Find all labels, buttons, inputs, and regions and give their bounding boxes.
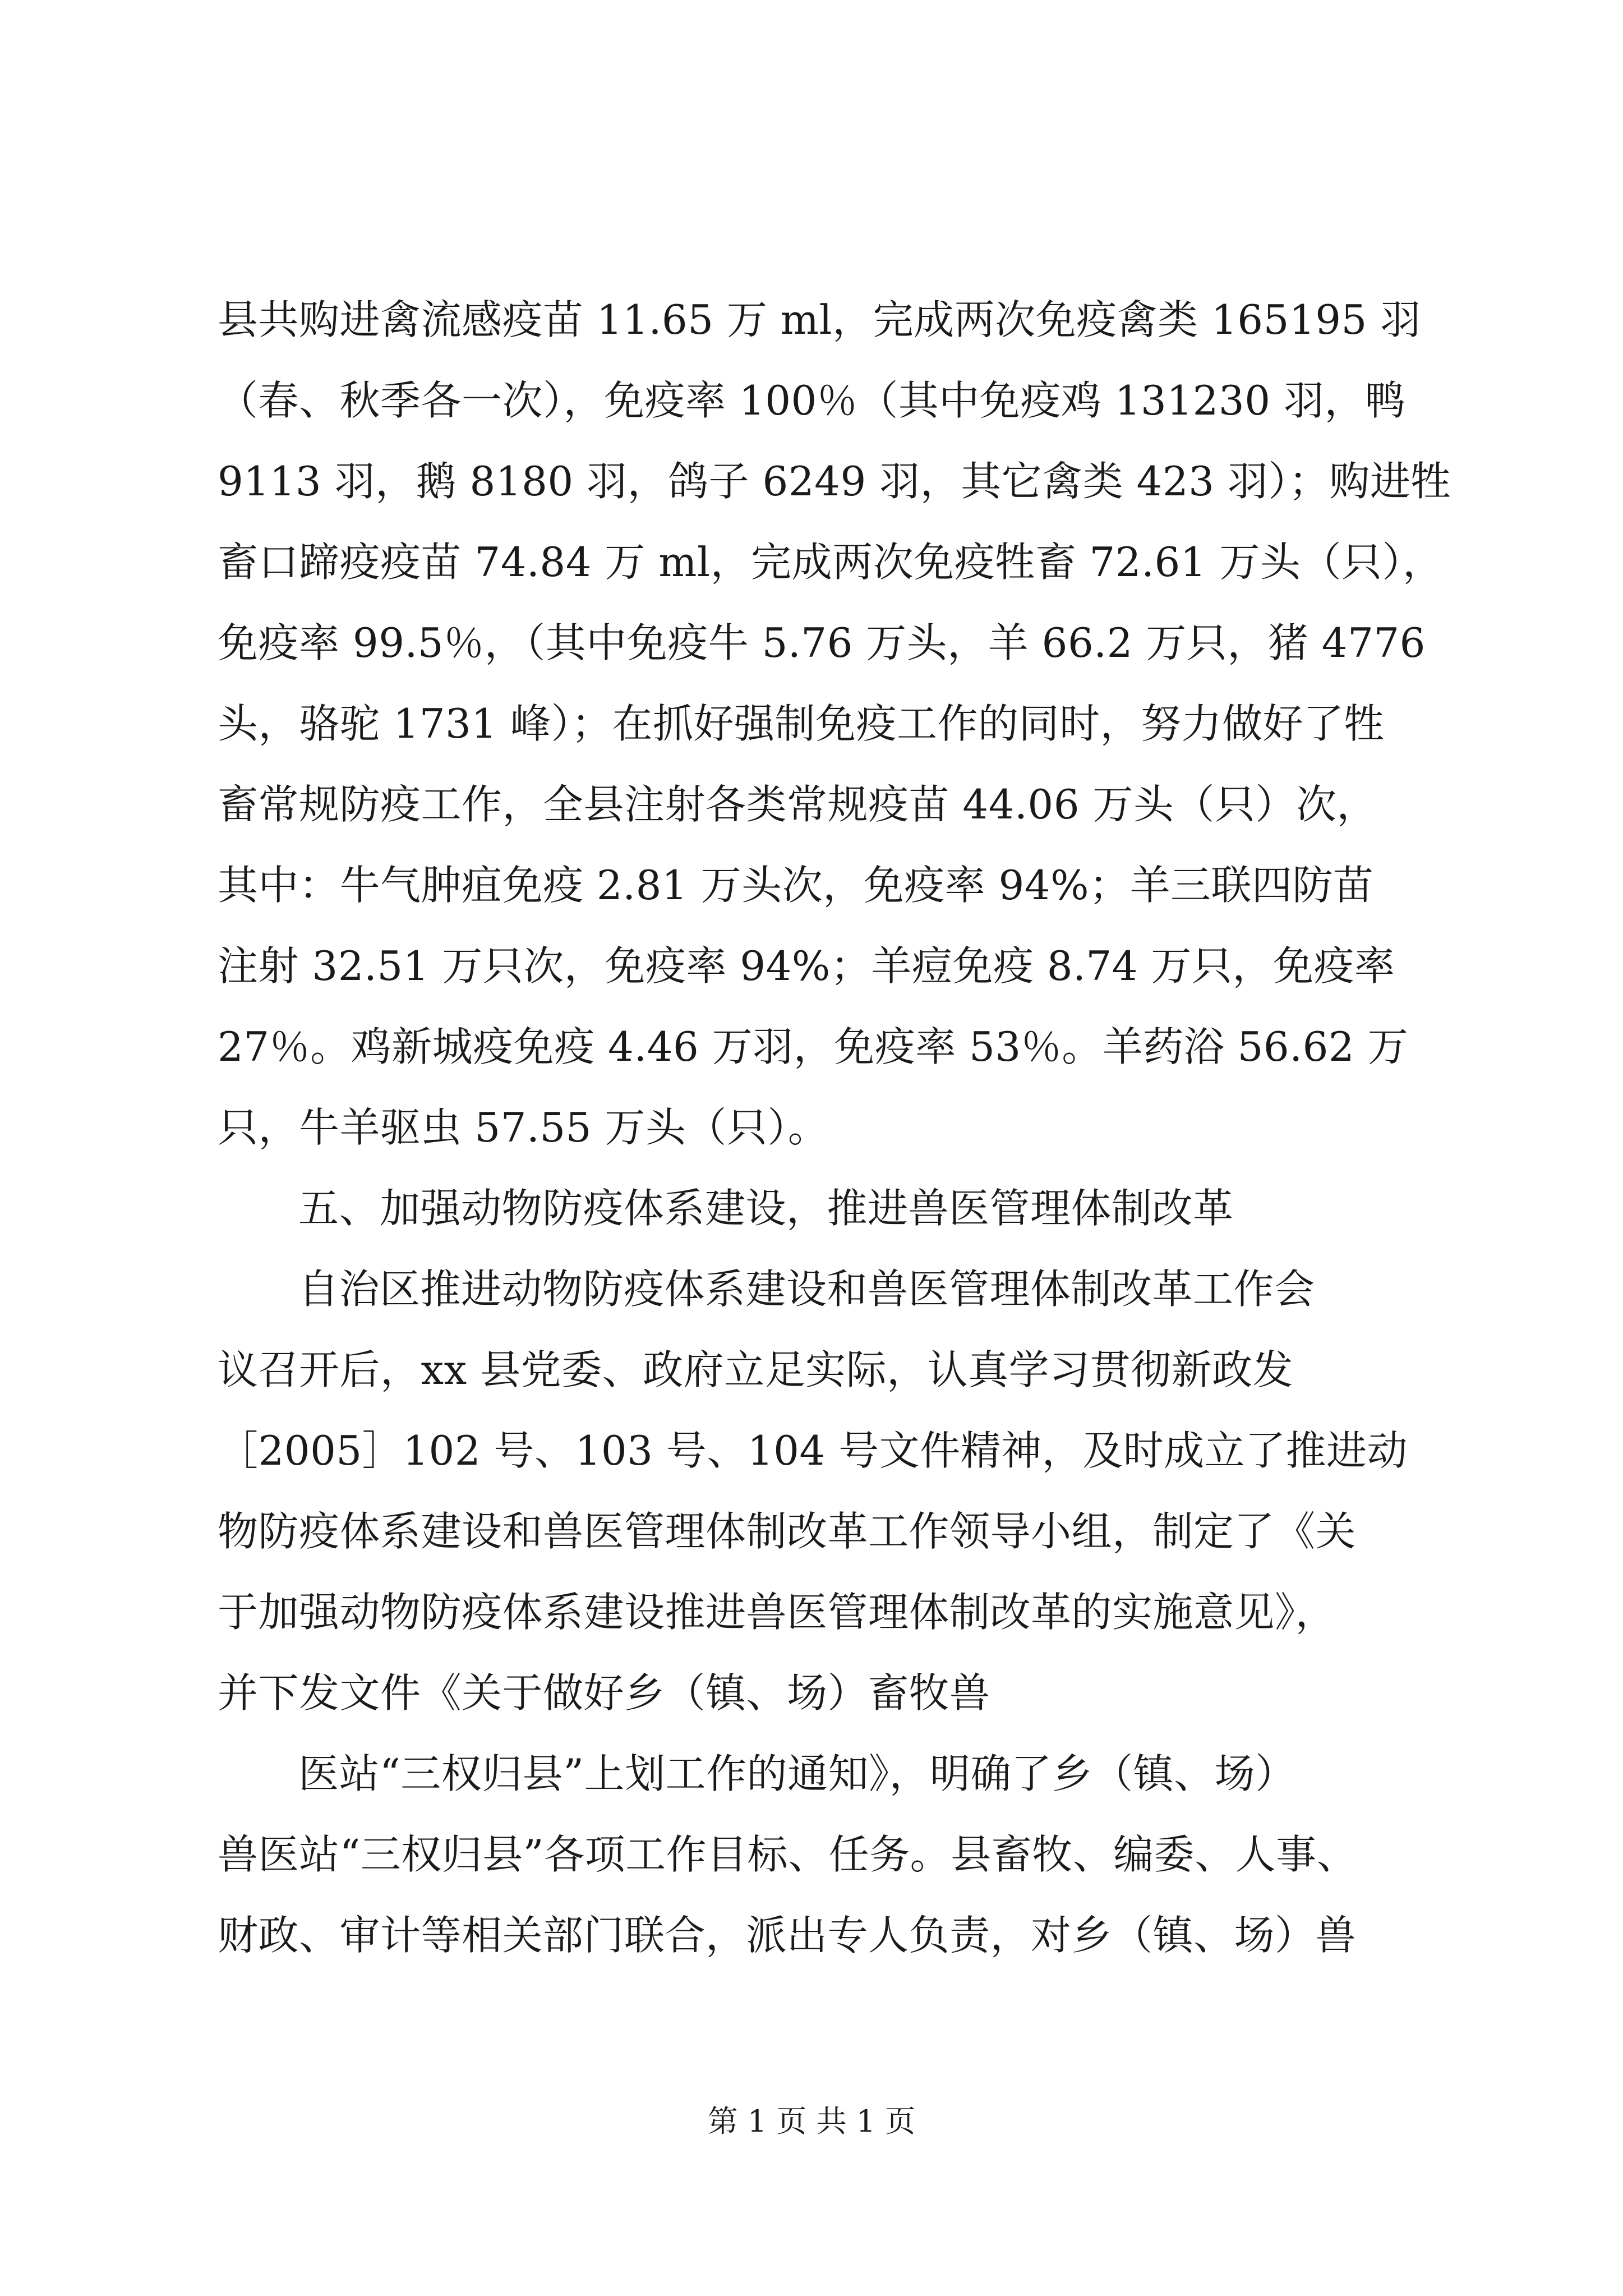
body-line: （春、秋季各一次），免疫率 100％（其中免疫鸡 131230 羽，鸭 — [218, 377, 1406, 424]
body-line: 医站“三权归县”上划工作的通知》，明确了乡（镇、场） — [298, 1750, 1296, 1797]
body-line: 只，牛羊驱虫 57.55 万头（只）。 — [218, 1104, 829, 1151]
body-line: 9113 羽，鹅 8180 羽，鸽子 6249 羽，其它禽类 423 羽）；购进牲 — [218, 458, 1451, 505]
body-line: 免疫率 99.5％，（其中免疫牛 5.76 万头，羊 66.2 万只，猪 4776 — [218, 619, 1426, 666]
body-line: 财政、审计等相关部门联合，派出专人负责，对乡（镇、场）兽 — [218, 1912, 1357, 1959]
body-line: ［2005］102 号、103 号、104 号文件精神，及时成立了推进动 — [218, 1427, 1408, 1474]
body-line: 头，骆驼 1731 峰）；在抓好强制免疫工作的同时，努力做好了牲 — [218, 700, 1385, 747]
body-line: 物防疫体系建设和兽医管理体制改革工作领导小组，制定了《关 — [218, 1508, 1357, 1555]
body-line: 于加强动物防疫体系建设推进兽医管理体制改革的实施意见》， — [218, 1589, 1336, 1636]
body-line: 27％。鸡新城疫免疫 4.46 万羽，免疫率 53％。羊药浴 56.62 万 — [218, 1023, 1409, 1070]
section-heading: 五、加强动物防疫体系建设，推进兽医管理体制改革 — [298, 1185, 1234, 1232]
body-line: 其中：牛气肿疽免疫 2.81 万头次，免疫率 94%；羊三联四防苗 — [218, 862, 1374, 909]
body-line: 注射 32.51 万只次，免疫率 94%；羊痘免疫 8.74 万只，免疫率 — [218, 942, 1395, 990]
page-number-footer: 第 1 页 共 1 页 — [707, 2104, 916, 2139]
body-line: 畜常规防疫工作，全县注射各类常规疫苗 44.06 万头（只）次， — [218, 781, 1377, 828]
body-line: 自治区推进动物防疫体系建设和兽医管理体制改革工作会 — [298, 1266, 1315, 1313]
body-line: 议召开后，xx 县党委、政府立足实际，认真学习贯彻新政发 — [218, 1346, 1294, 1393]
body-line: 畜口蹄疫疫苗 74.84 万 ml，完成两次免疫牲畜 72.61 万头（只）， — [218, 539, 1444, 586]
body-line: 县共购进禽流感疫苗 11.65 万 ml，完成两次免疫禽类 165195 羽 — [218, 296, 1421, 343]
body-line: 兽医站“三权归县”各项工作目标、任务。县畜牧、编委、人事、 — [218, 1831, 1358, 1878]
body-line: 并下发文件《关于做好乡（镇、场）畜牧兽 — [218, 1669, 990, 1717]
